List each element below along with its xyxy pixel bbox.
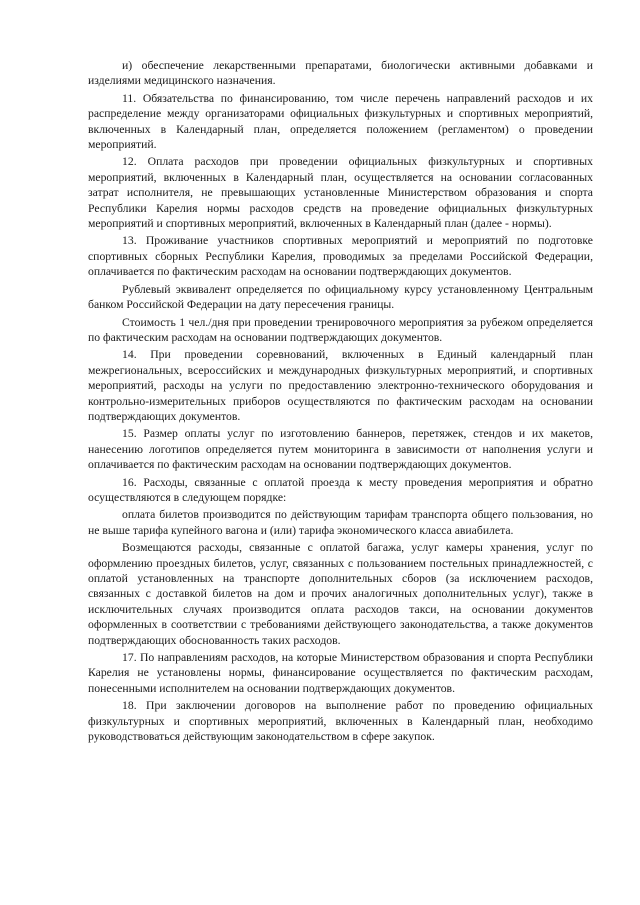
- paragraph-13-daily-cost: Стоимость 1 чел./дня при проведении тренировочного мероприятия за рубежом определяется по фактическим расходам на основании подтверждающих документов.: [88, 315, 593, 344]
- paragraph-13: 13. Проживание участников спортивных мероприятий и мероприятий по подготовке спортивных сборных Республики Карелия, проводимых за пределами Российской Федерации, оплачивается по фактическим расходам на основании подтверждающих документов.: [88, 234, 593, 279]
- paragraph-16-reimbursement: Возмещаются расходы, связанные с оплатой багажа, услуг камеры хранения, услуг по оформлению проездных билетов, услуг, связанных с пользованием постельных принадлежностей, с оплатой установленных на транспорте дополнительных сборов (за исключением расходов, связанных с доставкой билетов на дом и прочих аналогичных дополнительных услуг), также в исключительных случаях производится оплата расходов такси, на основании документов оформленных в соответствии с требованиями действующего законодательства, а также документов подтверждающих обоснованность таких расходов.: [88, 541, 593, 647]
- paragraph-17: 17. По направлениям расходов, на которые Министерством образования и спорта Республики Карелия не установлены нормы, финансирование осуществляется по фактическим расходам, понесенными исполнителем на основании подтверждающих документов.: [88, 651, 593, 695]
- paragraph-16-tickets: оплата билетов производится по действующим тарифам транспорта общего пользования, но не выше тарифа купейного вагона и (или) тарифа экономического класса авиабилета.: [88, 508, 593, 537]
- paragraph-12: 12. Оплата расходов при проведении официальных физкультурных и спортивных мероприятий, включенных в Календарный план, осуществляется на основании согласованных затрат исполнителя, не превышающих установленные Министерством образования и спорта Республики Карелия нормы расходов средств на проведение официальных физкультурных мероприятий и спортивных мероприятий, включенных в Календарный план (далее - нормы).: [88, 155, 593, 231]
- paragraph-18: 18. При заключении договоров на выполнение работ по проведению официальных физкультурных и спортивных мероприятий, включенных в Календарный план, необходимо руководствоваться действующим законодательством в сфере закупок.: [88, 699, 593, 744]
- paragraph-13-exchange-rate: Рублевый эквивалент определяется по официальному курсу установленному Центральным банком Российской Федерации на дату пересечения границы.: [88, 282, 593, 312]
- document-body: [88, 58, 593, 746]
- paragraph-15: 15. Размер оплаты услуг по изготовлению баннеров, перетяжек, стендов и их макетов, нанесению логотипов определяется путем мониторинга в зависимости от наполнения услуги и оплачивается по фактическим расходам на основании подтверждающих документов.: [88, 427, 593, 472]
- paragraph-14: 14. При проведении соревнований, включенных в Единый календарный план межрегиональных, всероссийских и международных физкультурных мероприятий, и спортивных мероприятий, расходы на услуги по предоставлению электронно-технического оборудования и контрольно-измерительных приборов осуществляются по фактическим расходам на основании подтверждающих документов.: [88, 348, 593, 423]
- paragraph-11: 11. Обязательства по финансированию, том числе перечень направлений расходов и их распределение между организаторами официальных физкультурных и спортивных мероприятий, включенных в Календарный план, определяется положением (регламентом) о проведении мероприятий.: [88, 91, 593, 152]
- paragraph-item-i: и) обеспечение лекарственными препаратами, биологически активными добавками и изделиями медицинского назначения.: [88, 59, 593, 88]
- paragraph-16: 16. Расходы, связанные с оплатой проезда к месту проведения мероприятия и обратно осуществляются в следующем порядке:: [88, 475, 593, 504]
